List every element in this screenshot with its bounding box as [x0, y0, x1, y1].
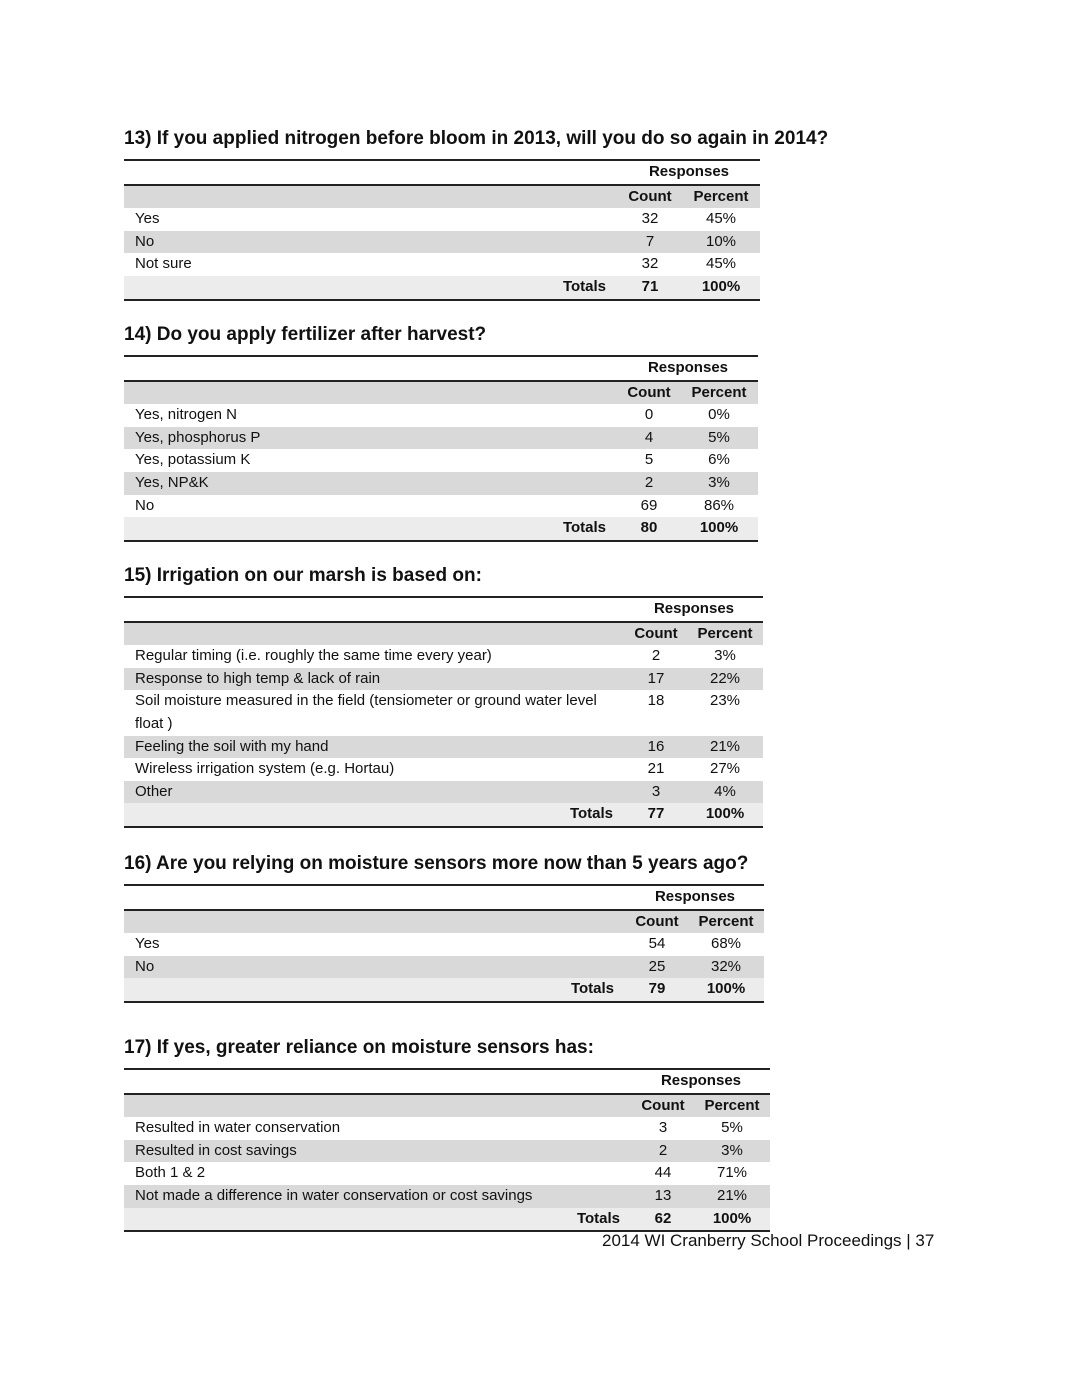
response-table [124, 596, 763, 828]
response-table [124, 159, 760, 301]
responses-header: Responses [626, 885, 764, 910]
table-row: Both 1 & 2 44 71% [135, 1164, 748, 1182]
table-row: Resulted in water conservation 3 5% [135, 1119, 743, 1137]
table-row: Yes 32 45% [135, 210, 737, 228]
question-17 [124, 1036, 770, 1232]
percent-header: Percent [682, 185, 760, 209]
question-14 [124, 323, 758, 542]
table-row: Not made a difference in water conservation or cost savings 13 21% [124, 1185, 770, 1208]
question-title: 14) Do you apply fertilizer after harvest? [124, 324, 487, 345]
table-row: Wireless irrigation system (e.g. Hortau) 21 27% [135, 760, 741, 778]
count-header: Count [626, 910, 688, 934]
totals-row: Totals 77 100% [124, 803, 763, 827]
table-row: Resulted in cost savings 2 3% [124, 1140, 770, 1163]
totals-row: Totals 79 100% [124, 978, 764, 1002]
percent-header: Percent [694, 1094, 770, 1118]
totals-row: Totals 80 100% [124, 517, 758, 541]
table-row: No 69 86% [135, 496, 735, 514]
response-table [124, 1068, 770, 1232]
totals-row: Totals 71 100% [124, 276, 760, 300]
response-table [124, 884, 764, 1003]
responses-header: Responses [632, 1069, 770, 1094]
table-row: No 7 10% [124, 231, 760, 254]
count-header: Count [618, 185, 682, 209]
percent-header: Percent [680, 381, 758, 405]
table-row: Other 3 4% [124, 781, 763, 804]
question-title: 13) If you applied nitrogen before bloom in 2013, will you do so again in 2014? [124, 128, 829, 149]
table-row: Soil moisture measured in the field (tensiometer or ground water level float ) 18 23% [135, 692, 741, 732]
page-footer: 2014 WI Cranberry School Proceedings | 37 [602, 1231, 935, 1250]
count-header: Count [632, 1094, 694, 1118]
table-row: Yes, NP&K 2 3% [124, 472, 758, 495]
question-16 [124, 852, 764, 1003]
question-title: 15) Irrigation on our marsh is based on: [124, 565, 482, 586]
totals-row: Totals 62 100% [124, 1208, 770, 1232]
count-header: Count [618, 381, 680, 405]
table-row: Response to high temp & lack of rain 17 22% [124, 668, 763, 691]
responses-header: Responses [625, 597, 763, 622]
percent-header: Percent [687, 622, 763, 646]
responses-header: Responses [618, 160, 760, 185]
table-row: Yes, nitrogen N 0 0% [135, 406, 730, 424]
table-row: Feeling the soil with my hand 16 21% [124, 736, 763, 759]
table-row: Not sure 32 45% [135, 255, 737, 273]
response-table [124, 355, 758, 542]
question-title: 16) Are you relying on moisture sensors more now than 5 years ago? [124, 853, 749, 874]
responses-header: Responses [618, 356, 758, 381]
question-title: 17) If yes, greater reliance on moisture sensors has: [124, 1037, 594, 1058]
percent-header: Percent [688, 910, 764, 934]
question-13 [124, 127, 828, 301]
table-row: Yes 54 68% [135, 935, 742, 953]
count-header: Count [625, 622, 687, 646]
table-row: No 25 32% [124, 956, 764, 979]
table-row: Yes, phosphorus P 4 5% [124, 427, 758, 450]
table-row: Yes, potassium K 5 6% [135, 451, 730, 469]
table-row: Regular timing (i.e. roughly the same time every year) 2 3% [135, 647, 736, 665]
question-15 [124, 564, 763, 828]
